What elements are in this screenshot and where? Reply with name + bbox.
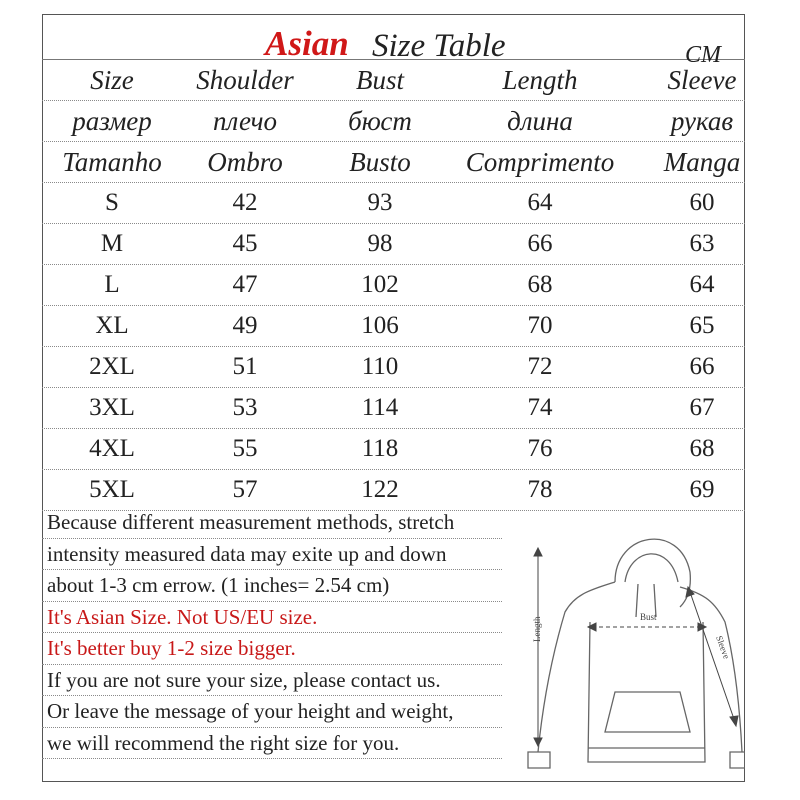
- note-line: Or leave the message of your height and weight,: [47, 699, 454, 723]
- sleeve-label: Sleeve: [714, 634, 732, 661]
- hoodie-diagram: [520, 512, 745, 772]
- hoodie-measurement-diagram-icon: [520, 512, 745, 772]
- table-row: [42, 224, 745, 265]
- note-line: It's better buy 1-2 size bigger.: [47, 636, 296, 660]
- table-cell: 78: [527, 476, 553, 503]
- table-cell: 106: [361, 312, 399, 339]
- table-cell: 65: [689, 312, 715, 339]
- table-cell: плечо: [213, 106, 277, 136]
- table-cell: 69: [689, 476, 715, 503]
- note-line: Because different measurement methods, stretch: [47, 510, 455, 534]
- table-cell: Manga: [663, 147, 741, 177]
- table-cell: 122: [361, 476, 399, 503]
- note-line: If you are not sure your size, please contact us.: [47, 667, 441, 692]
- table-cell: 66: [689, 353, 715, 380]
- table-cell: 76: [527, 435, 553, 462]
- table-cell: Size: [90, 65, 134, 95]
- table-cell: 2XL: [89, 353, 135, 380]
- table-cell: 60: [689, 189, 715, 216]
- note-line: we will recommend the right size for you.: [47, 730, 400, 755]
- table-row: [42, 429, 745, 470]
- table-cell: 110: [361, 353, 399, 380]
- table-cell: M: [100, 230, 124, 257]
- table-cell: 68: [527, 271, 553, 298]
- table-cell: 5XL: [89, 476, 135, 503]
- table-cell: 118: [361, 435, 399, 462]
- table-cell: размер: [72, 106, 152, 136]
- table-cell: 4XL: [89, 435, 135, 462]
- table-cell: Busto: [349, 147, 411, 177]
- note-line: intensity measured data may exite up and down: [47, 541, 447, 566]
- table-cell: бюст: [348, 106, 412, 136]
- table-cell: 93: [367, 189, 393, 216]
- table-cell: 63: [689, 230, 715, 257]
- title-asian: Asian: [265, 24, 349, 63]
- table-cell: 74: [527, 394, 553, 421]
- length-label: Length: [532, 616, 542, 642]
- table-cell: 47: [232, 271, 258, 298]
- table-cell: 67: [689, 394, 715, 421]
- table-row: [42, 183, 745, 224]
- table-cell: 45: [232, 230, 258, 257]
- table-cell: Tamanho: [62, 147, 162, 177]
- table-cell: Shoulder: [196, 65, 294, 95]
- table-row: [42, 265, 745, 306]
- table-cell: 102: [361, 271, 399, 298]
- table-cell: длина: [507, 106, 573, 136]
- table-cell: Length: [502, 65, 578, 95]
- table-header-row: [42, 60, 745, 101]
- table-row: [42, 388, 745, 429]
- table-cell: 68: [689, 435, 715, 462]
- table-cell: рукав: [670, 106, 734, 136]
- note-line: about 1-3 cm errow. (1 inches= 2.54 cm): [47, 573, 390, 597]
- table-row: [42, 347, 745, 388]
- table-cell: 55: [232, 435, 258, 462]
- table-cell: 49: [232, 312, 258, 339]
- note-divider: [42, 758, 502, 759]
- table-cell: 64: [689, 271, 715, 298]
- bust-label: Bust: [640, 612, 657, 622]
- table-cell: 64: [527, 189, 553, 216]
- table-cell: Bust: [355, 65, 404, 95]
- table-cell: 42: [232, 189, 258, 216]
- title-size-table: Size Table: [372, 28, 506, 64]
- table-cell: L: [104, 271, 120, 298]
- table-header-row: [42, 101, 745, 142]
- table-row: [42, 306, 745, 347]
- table-cell: XL: [95, 312, 129, 339]
- table-cell: Comprimento: [465, 147, 615, 177]
- table-cell: 66: [527, 230, 553, 257]
- table-cell: 57: [232, 476, 258, 503]
- table-cell: S: [105, 189, 119, 216]
- table-cell: 98: [367, 230, 393, 257]
- table-row: [42, 470, 745, 511]
- title-row: [42, 14, 745, 68]
- table-cell: 72: [527, 353, 553, 380]
- table-cell: 53: [232, 394, 258, 421]
- table-cell: 3XL: [89, 394, 135, 421]
- table-cell: 51: [232, 353, 258, 380]
- table-cell: Sleeve: [667, 65, 737, 95]
- table-header-row: [42, 142, 745, 183]
- table-cell: 70: [527, 312, 553, 339]
- note-line: It's Asian Size. Not US/EU size.: [47, 604, 318, 629]
- table-cell: Ombro: [207, 147, 283, 177]
- table-cell: 114: [361, 394, 399, 421]
- unit-label: CM: [685, 42, 721, 68]
